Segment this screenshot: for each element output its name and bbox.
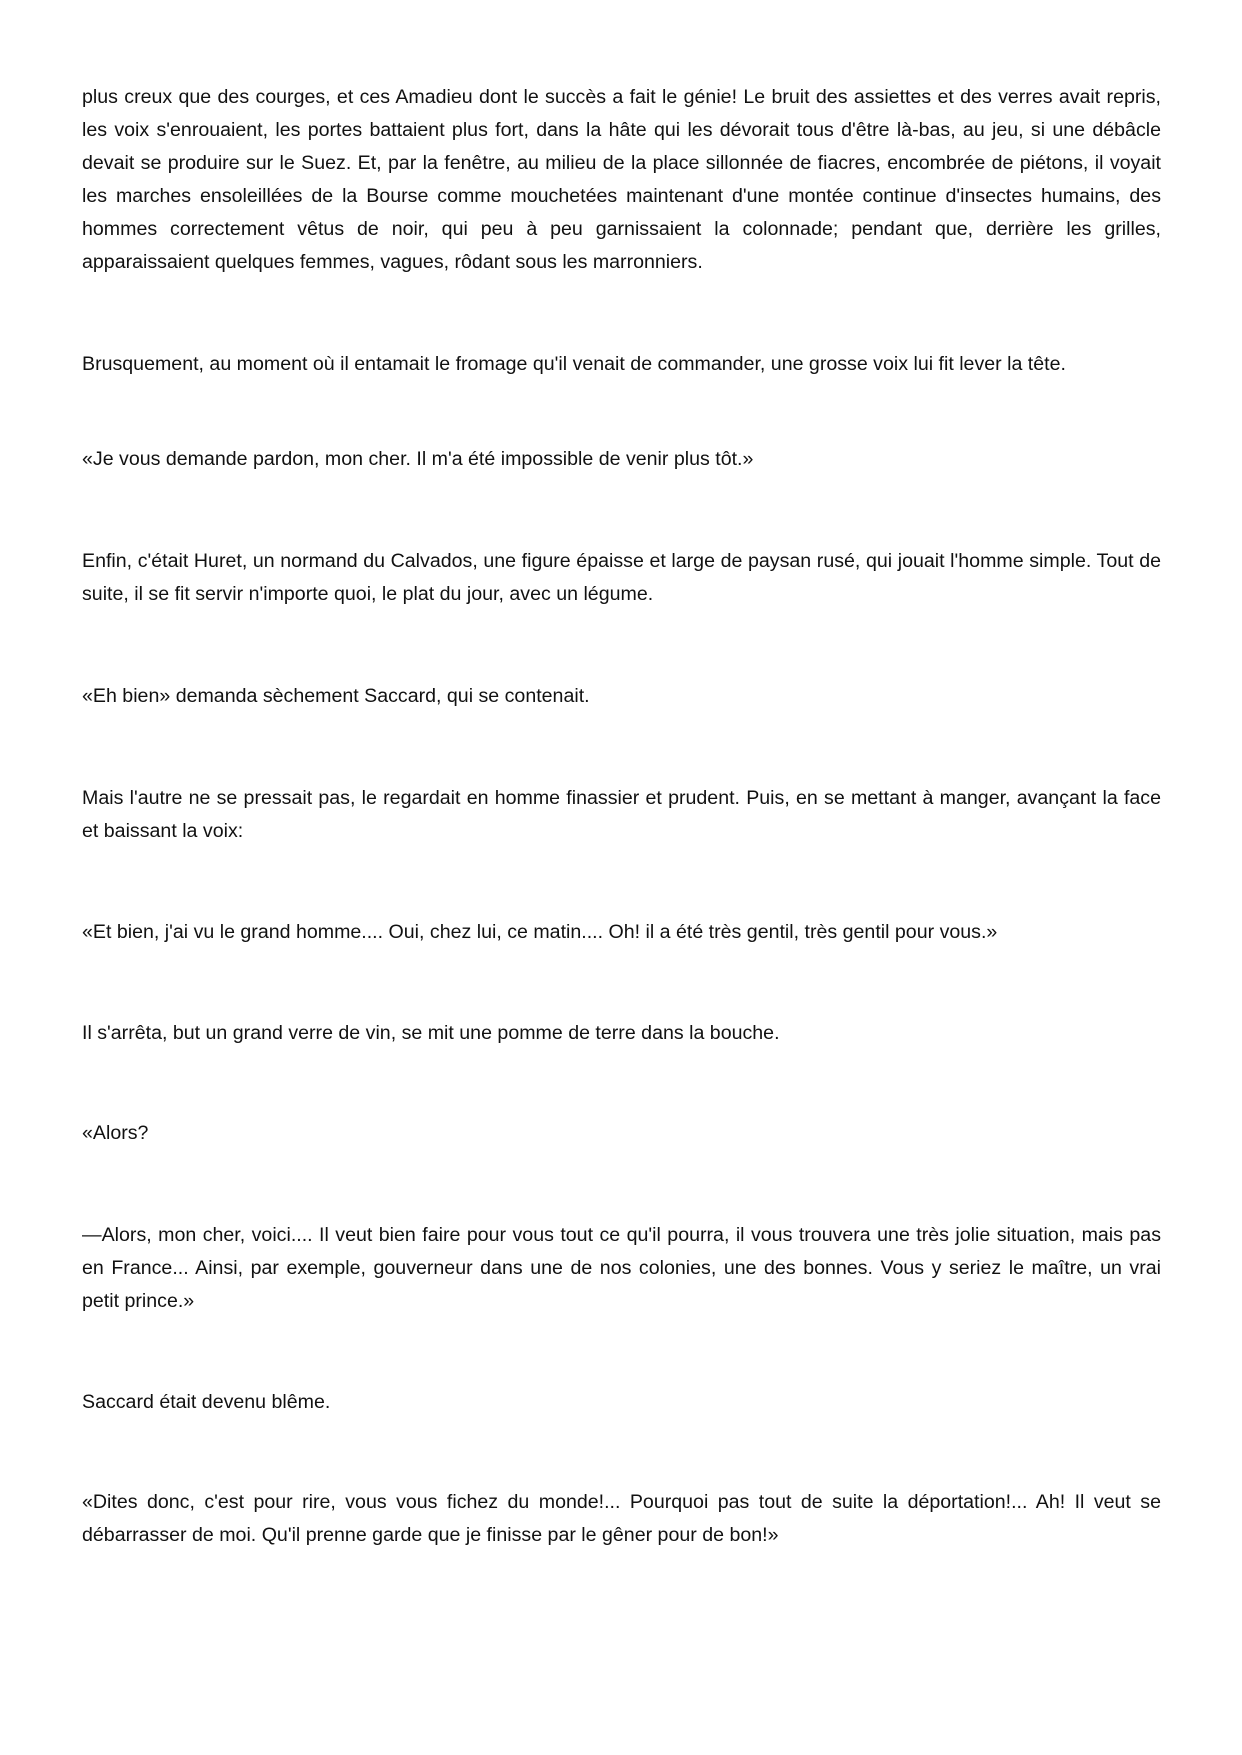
paragraph-3: «Je vous demande pardon, mon cher. Il m'a été impossible de venir plus tôt.» [82,448,754,470]
paragraph-12: «Dites donc, c'est pour rire, vous vous fichez du monde!... Pourquoi pas tout de suite la déportation!... Ah! Il veut se débarrasser de moi. Qu'il prenne garde que je finisse par le gêner pour de bon!» [82,1491,1161,1546]
paragraph-7: «Et bien, j'ai vu le grand homme.... Oui, chez lui, ce matin.... Oh! il a été très gentil, très gentil pour vous.» [82,921,998,943]
paragraph-11: Saccard était devenu blême. [82,1391,331,1413]
paragraph-9: «Alors? [82,1122,149,1144]
paragraph-1: plus creux que des courges, et ces Amadieu dont le succès a fait le génie! Le bruit des assiettes et des verres avait repris, les voix s'enrouaient, les portes battaient plus fort, dans la hâte qui les dévorait tous d'être là-bas, au jeu, si une débâcle devait se produire sur le Suez. Et, par la fenêtre, au milieu de la place sillonnée de fiacres, encombrée de piétons, il voyait les marches ensoleillées de la Bourse comme mouchetées maintenant d'une montée continue d'insectes humains, des hommes correctement vêtus de noir, qui peu à peu garnissaient la colonnade; pendant que, derrière les grilles, apparaissaient quelques femmes, vagues, rôdant sous les marronniers. [82,86,1161,273]
paragraph-4: Enfin, c'était Huret, un normand du Calvados, une figure épaisse et large de paysan rusé, qui jouait l'homme simple. Tout de suite, il se fit servir n'importe quoi, le plat du jour, avec un légume. [82,550,1161,605]
paragraph-10: —Alors, mon cher, voici.... Il veut bien faire pour vous tout ce qu'il pourra, il vous trouvera une très jolie situation, mais pas en France... Ainsi, par exemple, gouverneur dans une de nos colonies, une des bonnes. Vous y seriez le maître, un vrai petit prince.» [82,1224,1161,1312]
paragraph-5: «Eh bien» demanda sèchement Saccard, qui se contenait. [82,685,590,707]
paragraph-6: Mais l'autre ne se pressait pas, le regardait en homme finassier et prudent. Puis, en se mettant à manger, avançant la face et baissant la voix: [82,787,1161,842]
paragraph-2: Brusquement, au moment où il entamait le fromage qu'il venait de commander, une grosse voix lui fit lever la tête. [82,353,1066,375]
paragraph-8: Il s'arrêta, but un grand verre de vin, se mit une pomme de terre dans la bouche. [82,1022,780,1044]
